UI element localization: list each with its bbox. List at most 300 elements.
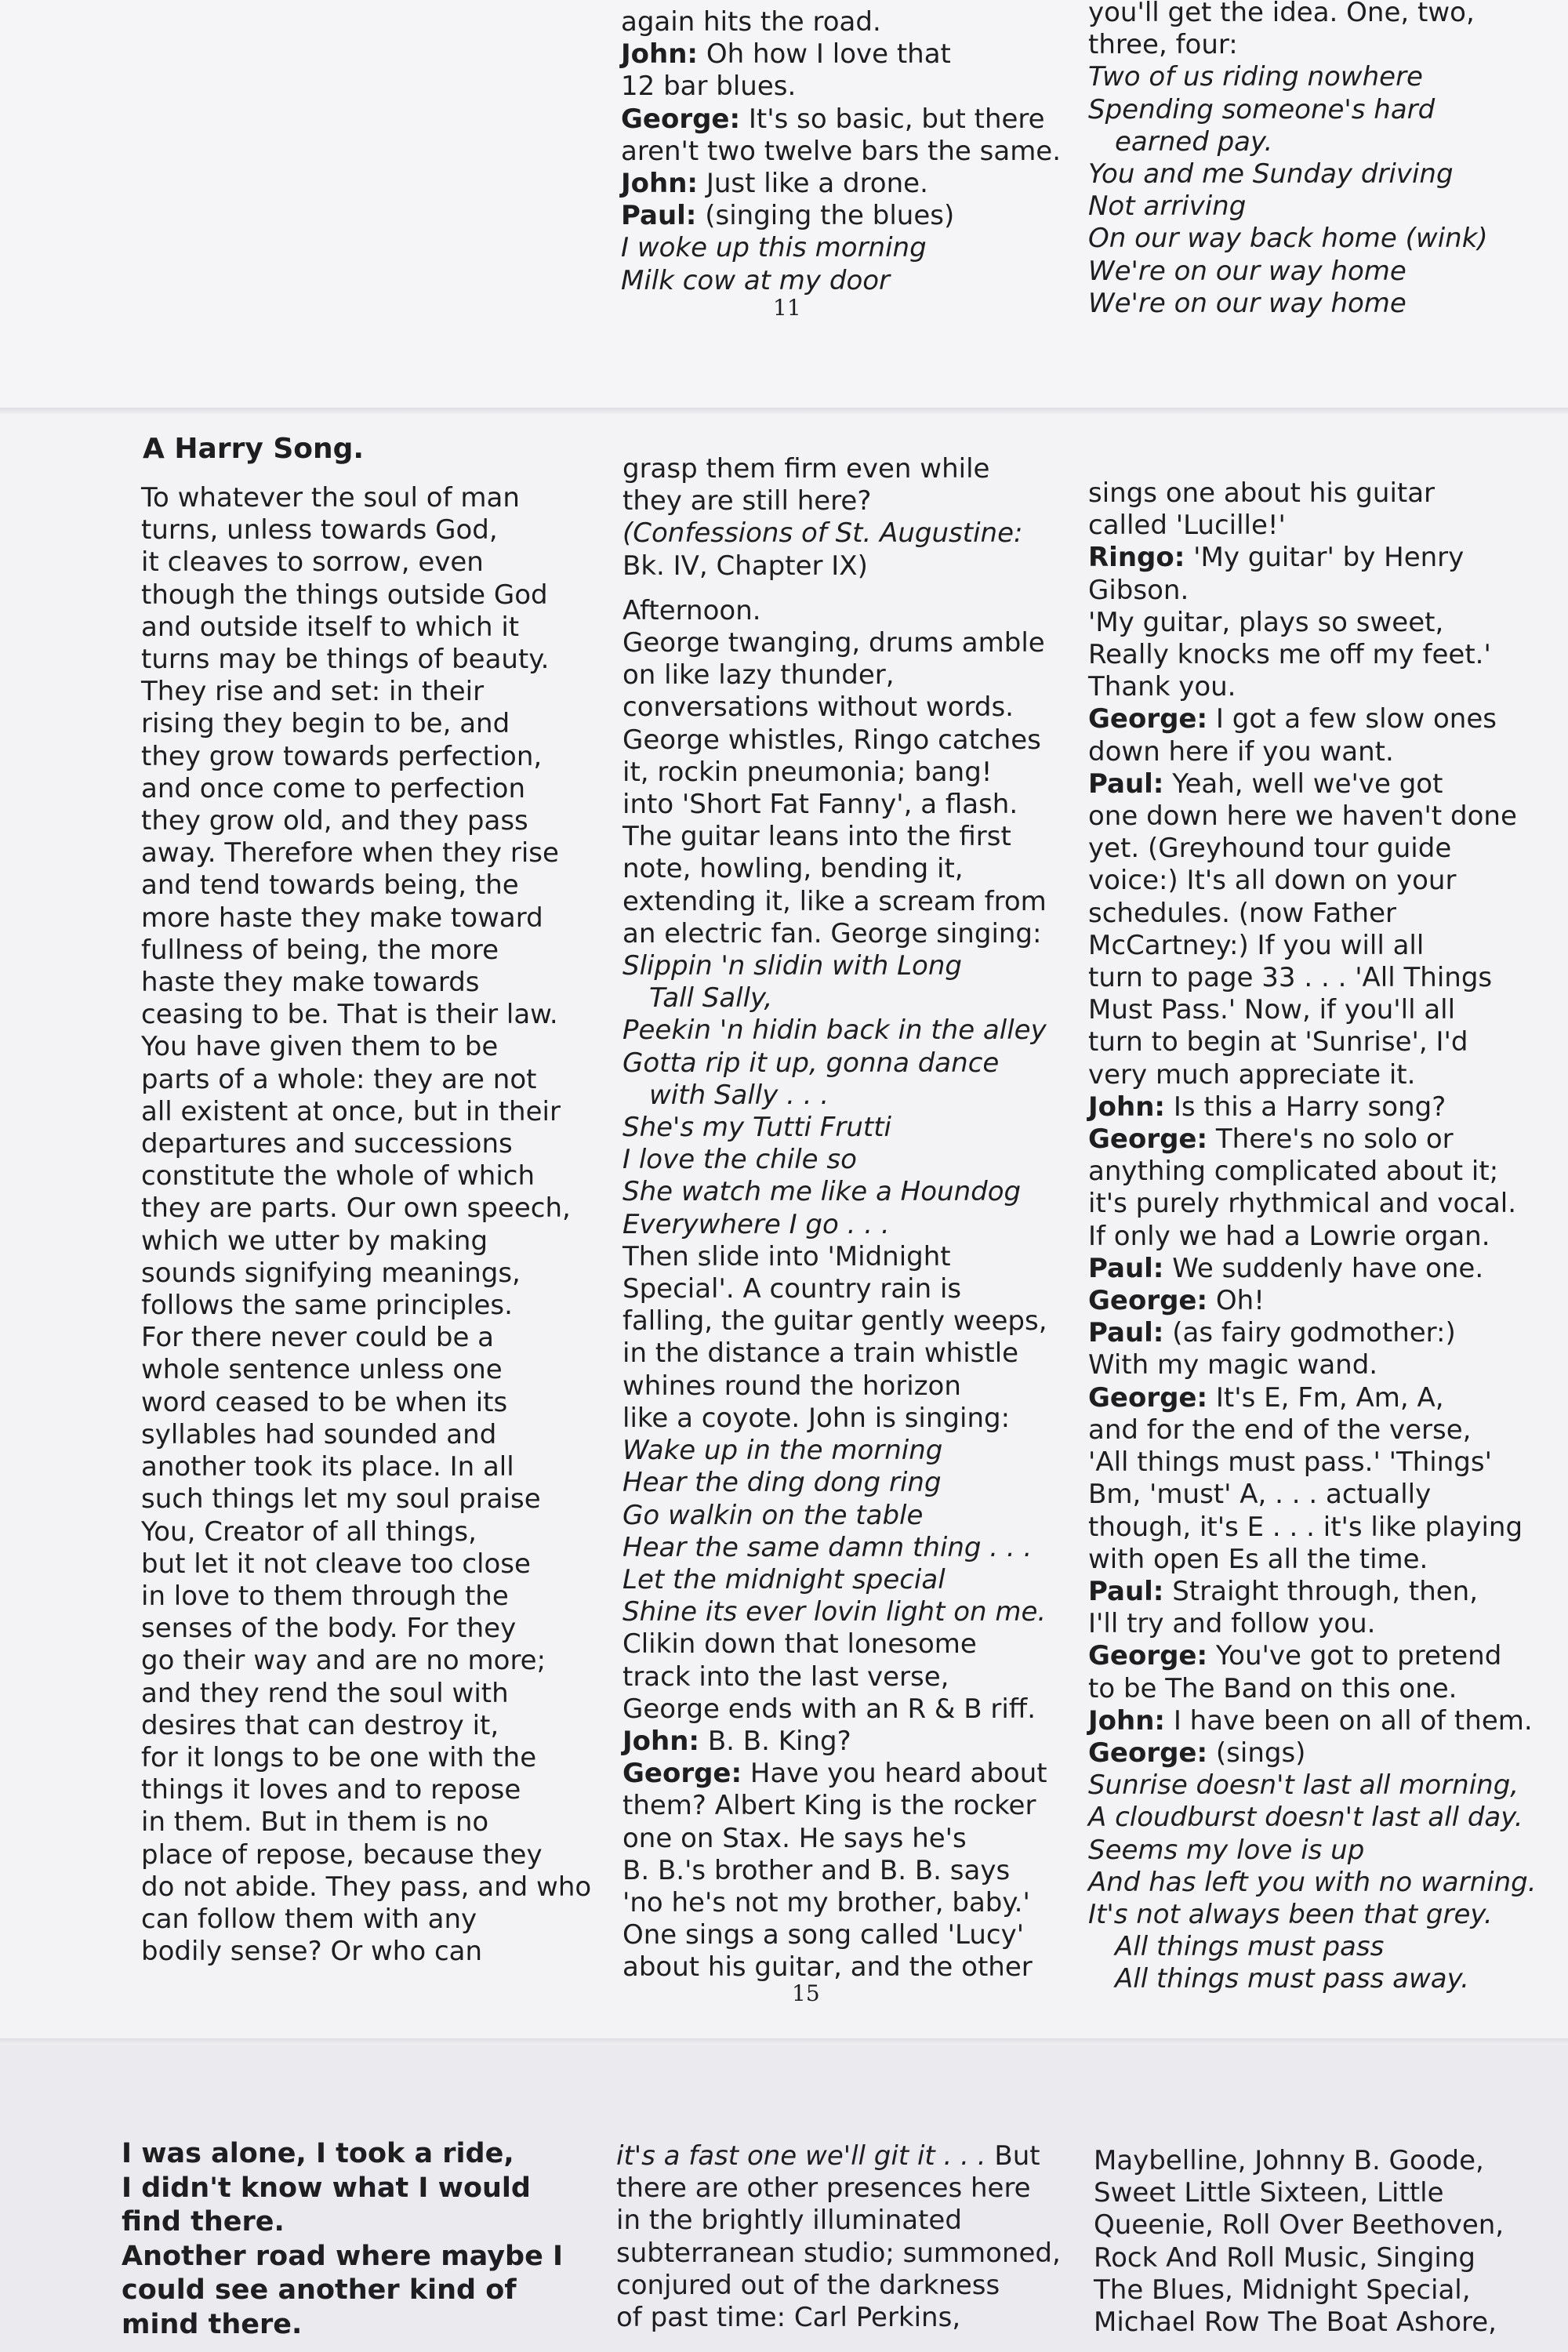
lyric-text: Hear the same damn thing . . . [622, 1531, 1033, 1563]
line-text: George ends with an R & B riff. [622, 1693, 1036, 1725]
paragraph-gap [622, 583, 1047, 595]
text-line [1088, 1512, 1537, 1544]
line-text: follows the same principles. [141, 1290, 513, 1322]
text-line [141, 1710, 591, 1742]
lyric-text: On our way back home (wink) [1088, 223, 1488, 255]
text-line [616, 2270, 1061, 2302]
text-line [141, 1290, 591, 1322]
line-text: grasp them firm even while [622, 453, 990, 485]
text-line [622, 1370, 1047, 1403]
page-next [0, 2038, 1568, 2352]
line-text: Sweet Little Sixteen, Little [1094, 2177, 1444, 2209]
line-text: they grow towards perfection, [141, 740, 543, 772]
text-line [1088, 1026, 1537, 1058]
text-line [141, 1128, 591, 1160]
line-text: and they rend the soul with [141, 1677, 509, 1709]
text-line [141, 1354, 591, 1386]
text-line [1088, 1835, 1537, 1867]
text-line [1094, 2307, 1504, 2339]
text-line [1088, 542, 1537, 574]
text-line [622, 1014, 1047, 1047]
text-line [122, 2274, 563, 2308]
line-text: I have been on all of them. [1165, 1704, 1533, 1737]
text-line [1094, 2177, 1504, 2209]
lyric-text: I woke up this morning [621, 232, 927, 264]
lyric-text: A cloudburst doesn't last all day. [1088, 1802, 1523, 1834]
line-text: and once come to perfection [141, 772, 526, 804]
text-line [622, 1564, 1047, 1596]
line-text: parts of a whole: they are not [141, 1063, 537, 1095]
line-text: which we utter by making [141, 1225, 488, 1257]
text-line [1088, 256, 1488, 288]
line-text: one down here we haven't done [1088, 800, 1517, 833]
lyric-text: Let the midnight special [622, 1563, 946, 1595]
text-line [622, 1596, 1047, 1628]
lyric-text: And has left you with no warning. [1088, 1866, 1537, 1898]
text-line [141, 1774, 591, 1806]
speaker-name: Paul: [621, 200, 697, 232]
line-text: in the brightly illuminated [616, 2205, 962, 2237]
line-text: rising they begin to be, and [141, 708, 510, 740]
text-line [141, 1806, 591, 1838]
lyric-text: Everywhere I go . . . [622, 1208, 890, 1240]
line-text: B. B.'s brother and B. B. says [622, 1854, 1011, 1886]
text-line [616, 2238, 1061, 2270]
text-line [1088, 1414, 1537, 1446]
line-text: Maybelline, Johnny B. Goode, [1094, 2145, 1484, 2176]
text-line [141, 1451, 591, 1483]
lyric-text: It's not always been that grey. [1088, 1898, 1493, 1930]
page-next-column-1 [122, 2137, 563, 2343]
text-line [1088, 994, 1537, 1026]
line-text: called 'Lucille!' [1088, 510, 1286, 542]
text-line [1088, 1802, 1537, 1834]
text-line [122, 2308, 563, 2343]
text-line [622, 1338, 1047, 1370]
text-line [141, 805, 591, 837]
lyric-text: Seems my love is up [1088, 1834, 1365, 1866]
page-15-column-2 [622, 453, 1047, 1984]
text-line [616, 2140, 1061, 2172]
line-text: do not abide. They pass, and who [141, 1871, 592, 1903]
line-text: in love to them through the [141, 1580, 509, 1612]
line-text: To whatever the soul of man [141, 482, 520, 514]
line-text: away. Therefore when they rise [141, 837, 559, 869]
text-line [1088, 1059, 1537, 1091]
line-text: Queenie, Roll Over Beethoven, [1094, 2209, 1504, 2241]
line-text: You have given them to be [141, 1031, 499, 1063]
line-text: whole sentence unless one [141, 1354, 503, 1386]
text-line [622, 1758, 1047, 1790]
text-line [141, 1548, 591, 1581]
line-text: Special'. A country rain is [622, 1273, 962, 1305]
line-text: B. B. King? [699, 1725, 851, 1757]
line-text: desires that can destroy it, [141, 1709, 499, 1741]
text-line [622, 1823, 1047, 1855]
text-line [141, 1225, 591, 1258]
line-text: go their way and are no more; [141, 1645, 546, 1677]
text-line [141, 1581, 591, 1613]
line-text: (as fairy godmother:) [1163, 1317, 1456, 1349]
line-text: turns, unless towards God, [141, 514, 498, 546]
text-line [141, 1419, 591, 1451]
line-text: things it loves and to repose [141, 1774, 521, 1806]
line-text: We suddenly have one. [1163, 1252, 1484, 1284]
text-line [1088, 1544, 1537, 1576]
text-line [616, 2172, 1061, 2205]
text-line [622, 918, 1047, 950]
text-line [1088, 1640, 1537, 1672]
text-line [1088, 191, 1488, 223]
text-line [622, 1467, 1047, 1499]
lyric-text: All things must pass [1115, 1931, 1385, 1963]
text-line [621, 71, 1061, 103]
text-line [622, 821, 1047, 853]
text-line [1088, 703, 1537, 735]
line-text: Michael Row The Boat Ashore, [1094, 2307, 1497, 2339]
line-text: on like lazy thunder, [622, 659, 895, 691]
speaker-name: John: [621, 38, 699, 71]
text-line [1088, 962, 1537, 994]
line-text: Just like a drone. [698, 168, 928, 200]
text-line [1088, 1931, 1537, 1963]
text-line [622, 1112, 1047, 1144]
line-text: like a coyote. John is singing: [622, 1402, 1011, 1434]
line-text: mind there. [122, 2308, 303, 2340]
text-line [141, 1742, 591, 1774]
text-line [1088, 865, 1537, 897]
line-text: 'no he's not my brother, baby.' [622, 1886, 1030, 1918]
line-text: place of repose, because they [141, 1838, 543, 1871]
speaker-name: John: [1088, 1091, 1166, 1123]
line-text: If only we had a Lowrie organ. [1088, 1220, 1490, 1252]
lyric-text: Wake up in the morning [622, 1435, 943, 1467]
line-text: they grow old, and they pass [141, 805, 528, 837]
speaker-name: Paul: [1088, 1252, 1164, 1284]
line-text: they are still here? [622, 485, 872, 517]
line-text: The guitar leans into the first [622, 821, 1011, 853]
text-line [622, 724, 1047, 757]
text-line [1088, 768, 1537, 800]
line-text: For there never could be a [141, 1322, 495, 1354]
line-text: Really knocks me off my feet.' [1088, 639, 1491, 671]
page-next-column-3 [1094, 2145, 1504, 2339]
lyric-text: (Confessions of St. Augustine: [622, 517, 1023, 550]
text-line [1088, 736, 1537, 768]
text-line [141, 773, 591, 805]
line-text: departures and successions [141, 1128, 513, 1160]
text-line [1088, 1091, 1537, 1123]
line-text: (singing the blues) [696, 200, 955, 232]
line-text: Bm, 'must' A, . . . actually [1088, 1479, 1432, 1511]
text-line [622, 627, 1047, 659]
text-line [141, 869, 591, 902]
lyric-text: Peekin 'n hidin back in the alley [622, 1014, 1047, 1047]
line-text: George whistles, Ringo catches [622, 724, 1041, 756]
text-line [1088, 1769, 1537, 1802]
line-text: Afternoon. [622, 594, 761, 626]
text-line [622, 789, 1047, 821]
text-line [1088, 898, 1537, 930]
text-line [622, 1887, 1047, 1919]
speaker-name: Paul: [1088, 768, 1164, 800]
page-next-column-2 [616, 2140, 1061, 2334]
line-text: Oh! [1207, 1285, 1265, 1317]
text-line [622, 1241, 1047, 1273]
line-text: one on Stax. He says he's [622, 1822, 967, 1854]
lyric-text: Slippin 'n slidin with Long [622, 950, 962, 982]
text-line [616, 2302, 1061, 2334]
text-line [141, 1839, 591, 1871]
text-line [1094, 2274, 1504, 2307]
line-text: I was alone, I took a ride, [122, 2138, 514, 2169]
text-line [141, 1904, 591, 1936]
lyric-text: Not arriving [1088, 191, 1247, 223]
text-line [122, 2172, 563, 2206]
line-text: could see another kind of [122, 2274, 517, 2307]
text-line [621, 38, 1061, 71]
line-text: subterranean studio; summoned, [616, 2237, 1061, 2269]
speaker-name: Paul: [1088, 1317, 1164, 1349]
text-line [621, 103, 1061, 136]
line-text: Yeah, well we've got [1163, 768, 1443, 800]
line-text: fullness of being, the more [141, 934, 499, 966]
page-11-column-3 [1088, 0, 1488, 320]
line-text: find there. [122, 2206, 285, 2238]
line-text: It's E, Fm, Am, A, [1207, 1381, 1444, 1414]
line-text: all existent at once, but in their [141, 1095, 561, 1127]
text-line [1088, 1608, 1537, 1640]
text-line [622, 1403, 1047, 1435]
text-line [141, 644, 591, 676]
text-line [1088, 833, 1537, 865]
line-text: track into the last verse, [622, 1661, 949, 1693]
page-15-column-3 [1088, 477, 1537, 1996]
text-line [141, 1613, 591, 1645]
text-line [622, 757, 1047, 789]
speaker-name: Ringo: [1088, 542, 1185, 574]
text-line [1088, 1123, 1537, 1156]
speaker-name: John: [1088, 1704, 1166, 1737]
line-text: It's so basic, but there [740, 103, 1045, 135]
lyric-text: We're on our way home [1088, 255, 1406, 287]
text-line [1088, 800, 1537, 833]
line-text: again hits the road. [621, 6, 881, 38]
line-text: to be The Band on this one. [1088, 1672, 1457, 1704]
line-text: Must Pass.' Now, if you'll all [1088, 994, 1456, 1026]
text-line [1088, 288, 1488, 320]
text-line [1088, 1446, 1537, 1479]
text-line [1088, 1349, 1537, 1381]
text-line [141, 967, 591, 999]
text-line [1088, 1576, 1537, 1608]
text-line [141, 482, 591, 514]
line-text: note, howling, bending it, [622, 853, 964, 885]
line-text: Bk. IV, Chapter IX) [622, 550, 868, 582]
text-line [622, 1273, 1047, 1305]
text-line [141, 546, 591, 579]
text-line [141, 1483, 591, 1515]
text-line [1088, 0, 1488, 29]
lyric-text: Shine its ever lovin light on me. [622, 1596, 1047, 1628]
text-line [1088, 510, 1537, 542]
text-line [622, 1951, 1047, 1984]
line-text: it cleaves to sorrow, even [141, 546, 484, 579]
line-text: such things let my soul praise [141, 1483, 541, 1515]
line-text: though, it's E . . . it's like playing [1088, 1511, 1523, 1543]
text-line [1088, 1479, 1537, 1511]
text-line [141, 1192, 591, 1225]
text-line [1088, 29, 1488, 61]
speaker-name: George: [1088, 1285, 1208, 1317]
line-text: into 'Short Fat Fanny', a flash. [622, 789, 1018, 821]
text-line [622, 950, 1047, 982]
lyric-text: Sunrise doesn't last all morning, [1088, 1769, 1519, 1802]
text-line [622, 1661, 1047, 1693]
line-text: more haste they make toward [141, 902, 543, 934]
text-line [141, 1064, 591, 1096]
line-text: Then slide into 'Midnight [622, 1240, 951, 1272]
text-line [141, 1871, 591, 1904]
text-line [622, 1305, 1047, 1338]
text-line [141, 579, 591, 612]
line-text: (sings) [1207, 1737, 1306, 1769]
text-line [616, 2205, 1061, 2237]
line-text: I'll try and follow you. [1088, 1608, 1376, 1640]
text-line [622, 453, 1047, 485]
page-15 [0, 408, 1568, 2038]
line-text: sounds signifying meanings, [141, 1257, 521, 1289]
line-text: 'My guitar, plays so sweet, [1088, 606, 1444, 638]
line-text: turn to begin at 'Sunrise', I'd [1088, 1026, 1468, 1058]
line-text: There's no solo or [1207, 1123, 1454, 1156]
line-text: Straight through, then, [1163, 1575, 1479, 1607]
line-text: three, four: [1088, 29, 1238, 61]
text-line [621, 232, 1061, 264]
text-line [1088, 1317, 1537, 1349]
line-text: yet. (Greyhound tour guide [1088, 833, 1452, 865]
text-line [622, 1144, 1047, 1176]
line-text: and outside itself to which it [141, 611, 520, 643]
line-text: sings one about his guitar [1088, 477, 1436, 509]
line-text: turn to page 33 . . . 'All Things [1088, 962, 1493, 994]
text-line [622, 595, 1047, 627]
text-line [1094, 2242, 1504, 2274]
text-line [141, 1031, 591, 1063]
lyric-text: Milk cow at my door [621, 264, 891, 296]
text-line [141, 1516, 591, 1548]
line-text: you'll get the idea. One, two, [1088, 0, 1475, 28]
text-line [622, 517, 1047, 550]
line-text: conjured out of the darkness [616, 2269, 1000, 2301]
speaker-name: George: [622, 1758, 742, 1790]
line-text: very much appreciate it. [1088, 1058, 1416, 1091]
text-line [141, 1322, 591, 1354]
line-text: falling, the guitar gently weeps, [622, 1305, 1047, 1338]
lyric-text: Two of us riding nowhere [1088, 61, 1423, 93]
text-line [1088, 1188, 1537, 1220]
line-text: with open Es all the time. [1088, 1543, 1428, 1575]
line-text: Is this a Harry song? [1165, 1091, 1446, 1123]
text-line [1088, 1253, 1537, 1285]
text-line [141, 1387, 591, 1419]
line-text: haste they make towards [141, 967, 480, 999]
line-text: schedules. (now Father [1088, 897, 1396, 929]
line-text: Another road where maybe I [122, 2240, 564, 2272]
line-text: Oh how I love that [698, 38, 951, 71]
text-line [622, 550, 1047, 583]
text-line [141, 1096, 591, 1128]
page-11-column-2 [621, 6, 1061, 297]
line-text: it, rockin pneumonia; bang! [622, 756, 993, 788]
text-line [122, 2137, 563, 2172]
speaker-name: John: [622, 1725, 700, 1757]
text-line [622, 886, 1047, 918]
text-line [1088, 1867, 1537, 1899]
line-text: extending it, like a scream from [622, 885, 1047, 917]
text-line [621, 200, 1061, 232]
line-text: though the things outside God [141, 579, 548, 611]
text-line [1088, 575, 1537, 607]
line-text: constitute the whole of which [141, 1160, 535, 1192]
text-line [1088, 1221, 1537, 1253]
text-line [622, 982, 1047, 1014]
text-line [141, 676, 591, 708]
page-number: 11 [773, 295, 801, 321]
text-line [1088, 607, 1537, 639]
text-line [622, 1209, 1047, 1241]
line-text: You've got to pretend [1207, 1640, 1502, 1672]
line-text: they are parts. Our own speech, [141, 1192, 571, 1225]
line-text: Gibson. [1088, 574, 1189, 606]
line-text: but let it not cleave too close [141, 1548, 531, 1580]
lyric-text: Hear the ding dong ring [622, 1467, 942, 1499]
text-line [141, 1645, 591, 1677]
line-text: Have you heard about [742, 1758, 1047, 1790]
text-line [622, 1628, 1047, 1661]
line-text: it's purely rhythmical and vocal. [1088, 1188, 1517, 1220]
lyric-text: Gotta rip it up, gonna dance [622, 1047, 1000, 1079]
text-line [1088, 1705, 1537, 1737]
speaker-name: George: [621, 103, 741, 135]
text-line [622, 1080, 1047, 1112]
lyric-text: it's a fast one we'll git it . . . [616, 2140, 986, 2172]
line-text: syllables had sounded and [141, 1418, 497, 1450]
lyric-text: with Sally . . . [649, 1079, 829, 1111]
text-line [622, 1855, 1047, 1887]
line-text: and tend towards being, the [141, 869, 519, 902]
text-line [141, 612, 591, 644]
line-text: in the distance a train whistle [622, 1338, 1019, 1370]
text-line [1088, 223, 1488, 255]
text-line [621, 168, 1061, 200]
line-text: You, Creator of all things, [141, 1515, 477, 1548]
text-line [622, 1532, 1047, 1564]
text-line [141, 1678, 591, 1710]
text-line [141, 708, 591, 740]
line-text: turns may be things of beauty. [141, 644, 550, 676]
text-line [622, 1176, 1047, 1208]
text-line [122, 2240, 563, 2274]
line-text: for it longs to be one with the [141, 1741, 537, 1773]
line-text: Thank you. [1088, 671, 1236, 703]
line-text: 'My guitar' by Henry [1185, 542, 1465, 574]
line-text: anything complicated about it; [1088, 1156, 1499, 1188]
line-text: One sings a song called 'Lucy' [622, 1919, 1025, 1951]
line-text: 12 bar blues. [621, 71, 797, 103]
text-line [1088, 1963, 1537, 1995]
text-line [622, 1790, 1047, 1822]
